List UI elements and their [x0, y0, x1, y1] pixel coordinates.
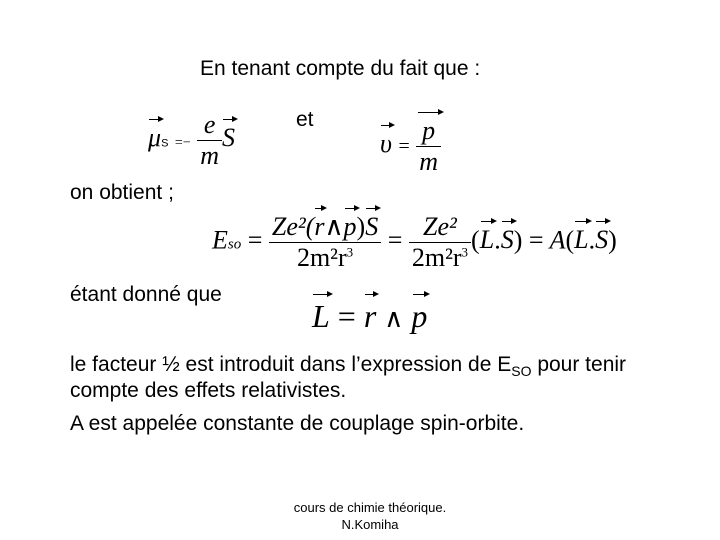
denominator-m: m: [416, 146, 441, 177]
energy-subscript: so: [227, 236, 242, 253]
equals-sign: =: [387, 225, 403, 255]
numerator-e: e: [203, 110, 216, 139]
footer: [260, 499, 480, 533]
numerator-p: p: [416, 116, 441, 146]
denominator-m: m: [197, 140, 222, 171]
s-vector: S: [595, 225, 609, 255]
l-vector: L: [312, 298, 330, 334]
spin-vector: S: [222, 123, 235, 153]
footer-course: cours de chimie théorique.: [293, 500, 447, 515]
fraction-e-over-m: [197, 110, 222, 171]
formula-energy: Eso = $\frac{\text{Ze²(r∧p)S}}{2m^2r^3}$ = $\frac{\text{Ze²}}{2m^2r^3}$ (L.S) = A(L.S): [212, 212, 617, 272]
formula-velocity: [380, 116, 441, 177]
wedge-symbol: ∧: [324, 212, 344, 241]
p-vector: p: [411, 298, 428, 334]
footer-author: N.Komiha: [341, 517, 399, 532]
s-vector: S: [365, 212, 379, 241]
coupling-constant-a: A: [549, 225, 566, 255]
r-vector: r: [314, 212, 325, 241]
fraction-one: [269, 212, 381, 273]
l-vector: L: [574, 225, 589, 255]
energy-symbol: E: [212, 225, 228, 255]
formula-angular-momentum: [312, 298, 427, 335]
upsilon-symbol: υ: [380, 129, 392, 159]
fraction-two: [409, 212, 471, 273]
equals-sign: =: [398, 135, 410, 158]
intro-text: En tenant compte du fait que :: [200, 57, 481, 80]
mu-subscript: S: [161, 137, 169, 150]
formula-mu-s: [148, 110, 235, 171]
numerator-one: Ze²(r∧p)S: [271, 212, 379, 241]
s-vector: S: [500, 225, 514, 255]
mu-symbol: μ: [148, 123, 162, 153]
and-word: et: [296, 108, 314, 131]
numerator-two: Ze²: [423, 212, 457, 241]
denominator-two: $2m^2r^3$: [409, 242, 471, 273]
l-vector: L: [479, 225, 495, 255]
p-vector: p: [343, 212, 357, 241]
equals-sign: =: [247, 225, 263, 255]
equals-sign: =: [174, 135, 183, 151]
wedge-symbol: ∧: [384, 304, 404, 333]
equals-sign: =: [528, 225, 544, 255]
equals-sign: =: [337, 298, 356, 334]
obtained-text: on obtient ;: [70, 181, 174, 204]
given-text: étant donné que: [70, 283, 222, 306]
so-subscript: SO: [511, 363, 532, 380]
paragraph-line-1: le facteur ½ est introduit dans l’expression de $E_{SO}$ pour tenir: [70, 353, 627, 380]
fraction-p-over-m: [416, 116, 441, 177]
denominator-one: $2m^2r^3$: [269, 242, 381, 273]
minus-sign: −: [182, 135, 191, 151]
paragraph-line-3: A est appelée constante de couplage spin-orbite.: [70, 412, 525, 435]
paragraph-line-2: compte des effets relativistes.: [70, 379, 347, 402]
r-vector: r: [363, 298, 377, 334]
